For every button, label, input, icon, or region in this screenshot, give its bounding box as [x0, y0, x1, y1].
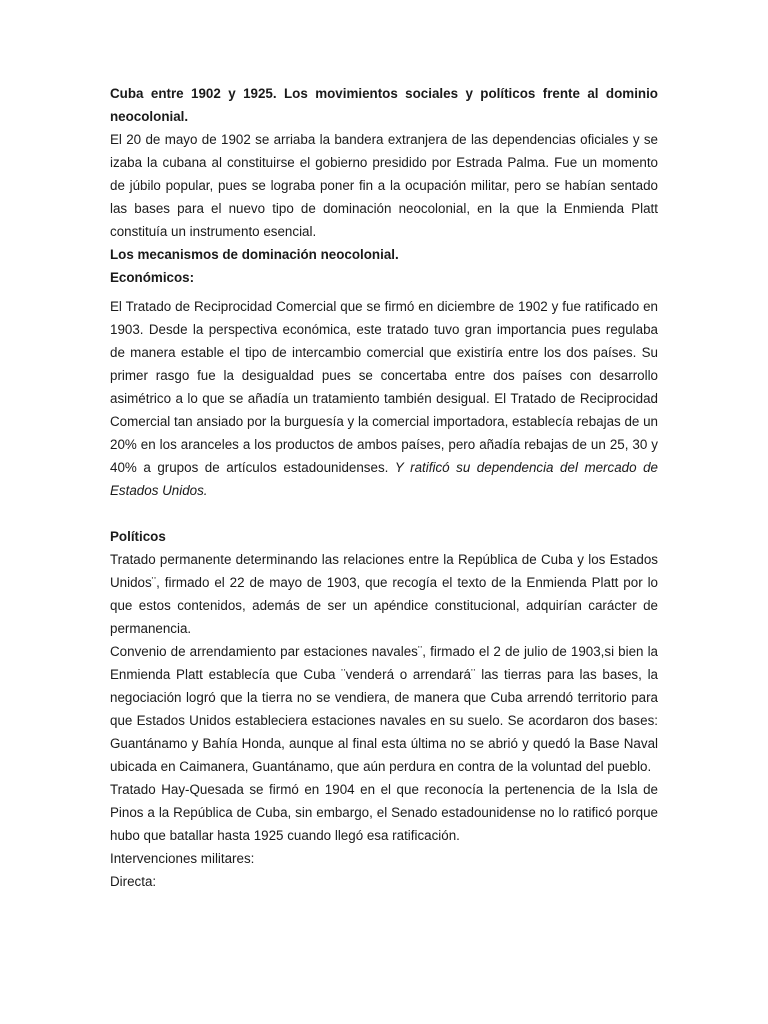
heading-economic: Económicos:	[110, 270, 195, 285]
economic-italic-text: Y ratificó su dependencia del mercado de Estados Unidos.	[110, 460, 658, 498]
heading-political: Políticos	[110, 529, 166, 544]
document-title: Cuba entre 1902 y 1925. Los movimientos sociales y políticos frente al dominio neocolonial.	[110, 86, 658, 124]
direct-heading: Directa:	[110, 874, 157, 889]
economic-text: El Tratado de Reciprocidad Comercial que se firmó en diciembre de 1902 y fue ratificado en 1903. Desde la perspectiva económica, este tratado tuvo gran importancia pues regulaba de manera estable el tipo de intercambio comercial que existiría entre los dos países. Su primer rasgo fue la desigualdad pues se concertaba entre dos países con desarrollo asimétrico a lo que se añadía un tratamiento también desigual. El Tratado de Reciprocidad Comercial tan ansiado por la burguesía y la comercial importadora, establecía rebajas de un 20% en los aranceles a los productos de ambos países, pero añadía rebajas de un 25, 30 y 40% a grupos de artículos estadounidenses.	[110, 299, 658, 475]
political-paragraph-2: Convenio de arrendamiento par estaciones navales¨, firmado el 2 de julio de 1903,si bien la Enmienda Platt establecía que Cuba ¨venderá o arrendará¨ las tierras para las bases, la negociación logró que la tierra no se vendiera, de manera que Cuba arrendó territorio para que Estados Unidos estableciera estaciones navales en su suelo. Se acordaron dos bases: Guantánamo y Bahía Honda, aunque al final esta última no se abrió y quedó la Base Naval ubicada en Caimanera, Guantánamo, que aún perdura en contra de la voluntad del pueblo.	[110, 644, 658, 774]
document-page	[110, 82, 658, 893]
heading-mechanisms: Los mecanismos de dominación neocolonial.	[110, 247, 399, 262]
economic-paragraph	[110, 295, 658, 502]
intro-paragraph: El 20 de mayo de 1902 se arriaba la bandera extranjera de las dependencias oficiales y se izaba la cubana al constituirse el gobierno presidido por Estrada Palma. Fue un momento de júbilo popular, pues se lograba poner fin a la ocupación militar, pero se habían sentado las bases para el nuevo tipo de dominación neocolonial, en la que la Enmienda Platt constituía un instrumento esencial.	[110, 132, 658, 239]
political-paragraph-3: Tratado Hay-Quesada se firmó en 1904 en el que reconocía la pertenencia de la Isla de Pinos a la República de Cuba, sin embargo, el Senado estadounidense no lo ratificó porque hubo que batallar hasta 1925 cuando llegó esa ratificación.	[110, 782, 658, 843]
military-interventions-heading: Intervenciones militares:	[110, 851, 255, 866]
political-paragraph-1: Tratado permanente determinando las relaciones entre la República de Cuba y los Estados Unidos¨, firmado el 22 de mayo de 1903, que recogía el texto de la Enmienda Platt por lo que estos contenidos, además de ser un apéndice constitucional, adquirían carácter de permanencia.	[110, 552, 658, 636]
